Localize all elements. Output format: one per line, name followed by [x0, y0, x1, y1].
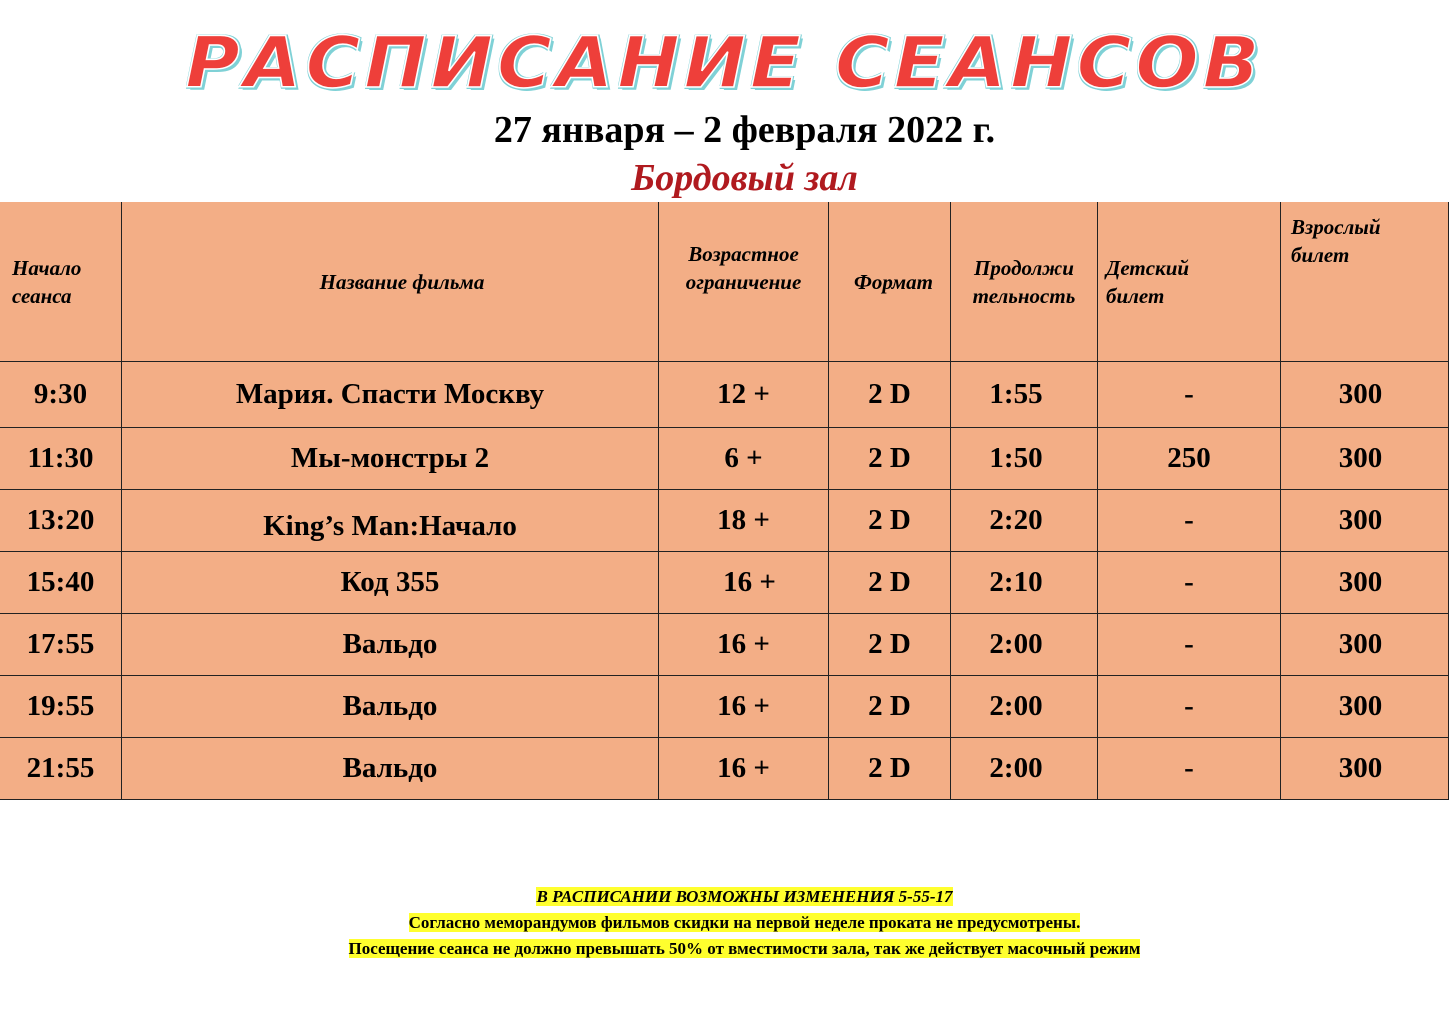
film-title-value: King’s Man:Начало — [263, 510, 517, 542]
cell-start-time — [0, 362, 122, 428]
cell-duration — [951, 428, 1098, 490]
cell-duration — [951, 490, 1098, 552]
cell-format — [829, 614, 951, 676]
cell-adult-ticket — [1281, 428, 1449, 490]
cell-film-title — [122, 490, 659, 552]
cell-film-title — [122, 552, 659, 614]
cell-duration — [951, 614, 1098, 676]
cell-format — [829, 490, 951, 552]
cell-age-rating — [659, 738, 829, 800]
cell-film-title — [122, 614, 659, 676]
cell-age-rating — [659, 614, 829, 676]
child-ticket-value: - — [1184, 378, 1194, 410]
cell-child-ticket — [1098, 428, 1281, 490]
duration-value: 1:50 — [989, 442, 1043, 474]
age-rating-value: 16 + — [723, 566, 776, 598]
format-value: 2 D — [868, 378, 911, 410]
cell-start-time — [0, 614, 122, 676]
header-start-time — [0, 202, 122, 362]
child-ticket-value: - — [1184, 566, 1194, 598]
adult-ticket-value: 300 — [1338, 442, 1383, 474]
header-adult-ticket-label: Взрослый билет — [1291, 214, 1381, 267]
duration-value: 1:55 — [989, 378, 1043, 410]
duration-value: 2:00 — [989, 690, 1043, 722]
notes-block — [0, 884, 1449, 962]
age-rating-value: 16 + — [717, 690, 770, 722]
duration-value: 2:10 — [989, 566, 1043, 598]
cell-child-ticket — [1098, 614, 1281, 676]
hall-name: Бордовый зал — [631, 157, 858, 199]
header-start-time-label: Начало сеанса — [12, 255, 82, 308]
cell-age-rating — [659, 362, 829, 428]
start-time-value: 9:30 — [33, 378, 88, 410]
format-value: 2 D — [868, 628, 911, 660]
cell-age-rating — [659, 552, 829, 614]
cell-start-time — [0, 552, 122, 614]
page-title: РАСПИСАНИЕ СЕАНСОВ — [185, 22, 1264, 104]
cell-format — [829, 676, 951, 738]
start-time-value: 17:55 — [26, 628, 95, 660]
cell-film-title — [122, 428, 659, 490]
start-time-value: 21:55 — [26, 752, 95, 784]
cell-age-rating — [659, 428, 829, 490]
cell-duration — [951, 362, 1098, 428]
film-title-value: Вальдо — [342, 690, 438, 722]
format-value: 2 D — [868, 442, 911, 474]
notes-capacity: Посещение сеанса не должно превышать 50% от вместимости зала, так же действует масочный режим — [348, 939, 1141, 958]
start-time-value: 13:20 — [26, 504, 95, 536]
child-ticket-value: 250 — [1167, 442, 1211, 474]
cell-child-ticket — [1098, 490, 1281, 552]
date-range: 27 января – 2 февраля 2022 г. — [493, 109, 996, 151]
start-time-value: 19:55 — [26, 690, 95, 722]
cell-duration — [951, 738, 1098, 800]
age-rating-value: 6 + — [724, 442, 763, 474]
cell-start-time — [0, 428, 122, 490]
adult-ticket-value: 300 — [1338, 628, 1383, 660]
header-age-rating-label: Возрастное ограничение — [685, 241, 802, 294]
cell-duration — [951, 552, 1098, 614]
cell-adult-ticket — [1281, 738, 1449, 800]
film-title-value: Вальдо — [342, 752, 438, 784]
start-time-value: 11:30 — [27, 442, 94, 474]
header-format — [829, 202, 951, 362]
cell-child-ticket — [1098, 738, 1281, 800]
cell-format — [829, 552, 951, 614]
cell-format — [829, 362, 951, 428]
age-rating-value: 12 + — [717, 378, 770, 410]
cell-adult-ticket — [1281, 676, 1449, 738]
header-adult-ticket — [1281, 202, 1449, 362]
age-rating-value: 18 + — [717, 504, 770, 536]
header-film-title — [122, 202, 659, 362]
adult-ticket-value: 300 — [1338, 504, 1383, 536]
cell-start-time — [0, 490, 122, 552]
child-ticket-value: - — [1184, 628, 1194, 660]
cell-child-ticket — [1098, 552, 1281, 614]
child-ticket-value: - — [1184, 690, 1194, 722]
age-rating-value: 16 + — [717, 628, 770, 660]
header-film-title-label: Название фильма — [319, 269, 485, 294]
duration-value: 2:20 — [989, 504, 1043, 536]
format-value: 2 D — [868, 504, 911, 536]
cell-adult-ticket — [1281, 490, 1449, 552]
cell-child-ticket — [1098, 676, 1281, 738]
cell-adult-ticket — [1281, 552, 1449, 614]
cell-duration — [951, 676, 1098, 738]
cell-film-title — [122, 738, 659, 800]
adult-ticket-value: 300 — [1338, 752, 1383, 784]
duration-value: 2:00 — [989, 752, 1043, 784]
adult-ticket-value: 300 — [1338, 566, 1383, 598]
schedule-table — [0, 202, 1449, 800]
adult-ticket-value: 300 — [1338, 378, 1383, 410]
cell-child-ticket — [1098, 362, 1281, 428]
format-value: 2 D — [868, 566, 911, 598]
cell-film-title — [122, 676, 659, 738]
film-title-value: Мария. Спасти Москву — [235, 378, 545, 410]
notes-discounts: Согласно меморандумов фильмов скидки на первой неделе проката не предусмотрены. — [408, 913, 1081, 932]
cell-start-time — [0, 676, 122, 738]
cell-age-rating — [659, 676, 829, 738]
cell-film-title — [122, 362, 659, 428]
header-duration — [951, 202, 1098, 362]
cell-adult-ticket — [1281, 614, 1449, 676]
header-duration-label: Продолжи тельность — [972, 255, 1076, 308]
film-title-value: Мы-монстры 2 — [290, 442, 490, 474]
film-title-value: Вальдо — [342, 628, 438, 660]
notes-changes: В РАСПИСАНИИ ВОЗМОЖНЫ ИЗМЕНЕНИЯ 5-55-17 — [536, 887, 953, 906]
age-rating-value: 16 + — [717, 752, 770, 784]
start-time-value: 15:40 — [26, 566, 95, 598]
child-ticket-value: - — [1184, 752, 1194, 784]
cell-age-rating — [659, 490, 829, 552]
cell-start-time — [0, 738, 122, 800]
cell-adult-ticket — [1281, 362, 1449, 428]
header-child-ticket-label: Детский билет — [1106, 255, 1190, 308]
header-format-label: Формат — [853, 269, 934, 294]
header-age-rating — [659, 202, 829, 362]
header-child-ticket — [1098, 202, 1281, 362]
adult-ticket-value: 300 — [1338, 690, 1383, 722]
child-ticket-value: - — [1184, 504, 1194, 536]
format-value: 2 D — [868, 752, 911, 784]
cell-format — [829, 428, 951, 490]
cell-format — [829, 738, 951, 800]
format-value: 2 D — [868, 690, 911, 722]
film-title-value: Код 355 — [340, 566, 440, 598]
duration-value: 2:00 — [989, 628, 1043, 660]
